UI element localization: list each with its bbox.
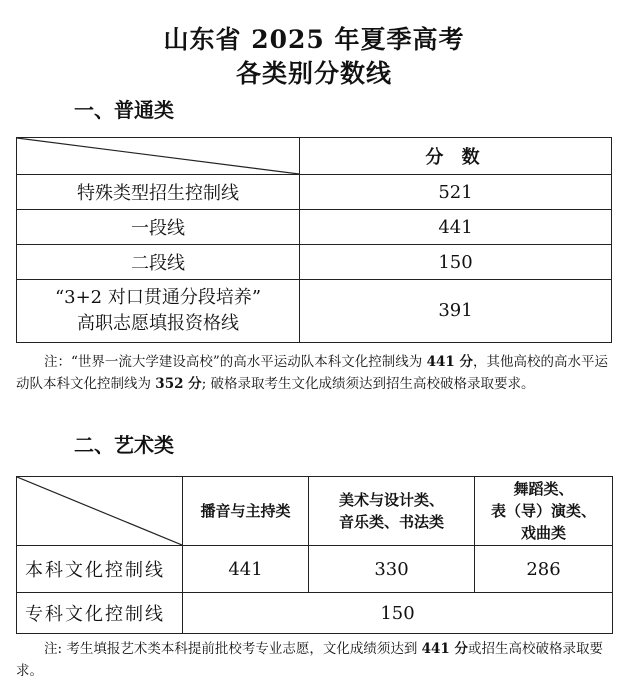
diagonal-header-cell: [17, 138, 300, 175]
row-label-line2: 高职志愿填报资格线: [77, 313, 239, 334]
row-label-line1: “3+2 对口贯通分段培养”: [54, 287, 262, 308]
header-broadcasting: 播音与主持类: [183, 477, 309, 546]
diagonal-line: [17, 138, 299, 174]
row-label: 特殊类型招生控制线: [17, 175, 300, 210]
general-score-table: [16, 137, 612, 343]
score-broadcasting: 441: [183, 546, 309, 593]
diagonal-line: [17, 477, 182, 545]
row-label: 一段线: [17, 210, 300, 245]
score-merged: 150: [183, 593, 613, 634]
header-fine-arts: [309, 477, 475, 546]
note-text: 注：“世界一流大学建设高校”的高水平运动队本科文化控制线为: [44, 354, 427, 370]
art-note: [16, 638, 612, 682]
score-header: 分 数: [300, 138, 612, 175]
row-score: 391: [300, 280, 612, 343]
row-label: 专科文化控制线: [17, 593, 183, 634]
note-text: ，其他高校的高水平运动队本科文化控制线为: [16, 354, 608, 392]
note-bold: 352 分: [155, 376, 202, 392]
section-heading-general: 一、普通类: [74, 98, 174, 122]
diagonal-header-cell: [17, 477, 183, 546]
header-line: 音乐类、书法类: [338, 513, 444, 531]
general-note: [16, 351, 612, 395]
header-line: 美术与设计类、: [338, 491, 444, 509]
note-text: 注: 考生填报艺术类本科提前批校考专业志愿，文化成绩须达到: [44, 641, 422, 657]
row-label-multiline: [17, 280, 300, 343]
note-text: 或招生高校破格录取要求。: [16, 641, 604, 679]
row-label: 本科文化控制线: [17, 546, 183, 593]
row-score: 521: [300, 175, 612, 210]
page-title-line1: 山东省 2025 年夏季高考: [163, 25, 465, 54]
header-line: 表（导）演类、: [490, 502, 596, 520]
score-fine-arts: 330: [309, 546, 475, 593]
page-title-line2: 各类别分数线: [235, 59, 392, 88]
header-dance: [475, 477, 613, 546]
art-score-table: [16, 476, 613, 634]
note-bold: 441 分: [421, 641, 469, 657]
note-bold: 441 分: [426, 354, 473, 370]
row-score: 441: [300, 210, 612, 245]
row-score: 150: [300, 245, 612, 280]
header-line: 舞蹈类、: [513, 480, 574, 498]
section-heading-art: 二、艺术类: [74, 433, 174, 457]
note-text: ; 破格录取考生文化成绩须达到招生高校破格录取要求。: [201, 376, 535, 392]
header-line: 戏曲类: [520, 524, 566, 542]
score-dance: 286: [475, 546, 613, 593]
row-label: 二段线: [17, 245, 300, 280]
